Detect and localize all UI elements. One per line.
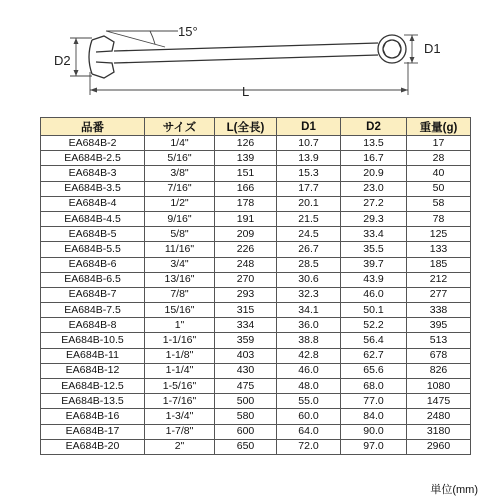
column-header-size: サイズ <box>145 118 215 136</box>
cell-d1: 72.0 <box>277 439 341 454</box>
cell-d2: 23.0 <box>341 181 407 196</box>
table-row <box>41 211 471 226</box>
column-header-d1: D1 <box>277 118 341 136</box>
cell-weight: 50 <box>407 181 471 196</box>
cell-length: 151 <box>215 166 277 181</box>
cell-size: 1-1/16" <box>145 333 215 348</box>
cell-size: 15/16" <box>145 303 215 318</box>
cell-part-number: EA684B-3 <box>41 166 145 181</box>
cell-part-number: EA684B-6.5 <box>41 272 145 287</box>
table-body <box>41 136 471 455</box>
cell-part-number: EA684B-17 <box>41 424 145 439</box>
cell-d1: 15.3 <box>277 166 341 181</box>
cell-part-number: EA684B-6 <box>41 257 145 272</box>
cell-d2: 43.9 <box>341 272 407 287</box>
cell-d2: 56.4 <box>341 333 407 348</box>
cell-d2: 65.6 <box>341 363 407 378</box>
cell-weight: 78 <box>407 211 471 226</box>
cell-d1: 48.0 <box>277 379 341 394</box>
cell-weight: 513 <box>407 333 471 348</box>
cell-weight: 125 <box>407 227 471 242</box>
cell-length: 209 <box>215 227 277 242</box>
cell-d1: 38.8 <box>277 333 341 348</box>
cell-size: 3/8" <box>145 166 215 181</box>
cell-size: 1/2" <box>145 196 215 211</box>
cell-d1: 28.5 <box>277 257 341 272</box>
cell-part-number: EA684B-16 <box>41 409 145 424</box>
cell-size: 1-1/8" <box>145 348 215 363</box>
cell-weight: 40 <box>407 166 471 181</box>
cell-size: 3/4" <box>145 257 215 272</box>
cell-d1: 26.7 <box>277 242 341 257</box>
cell-weight: 826 <box>407 363 471 378</box>
cell-weight: 338 <box>407 303 471 318</box>
table-row <box>41 318 471 333</box>
cell-weight: 395 <box>407 318 471 333</box>
cell-d2: 97.0 <box>341 439 407 454</box>
cell-length: 403 <box>215 348 277 363</box>
table-row <box>41 303 471 318</box>
table-row <box>41 272 471 287</box>
table-row <box>41 363 471 378</box>
cell-d2: 50.1 <box>341 303 407 318</box>
cell-d1: 32.3 <box>277 287 341 302</box>
cell-d2: 39.7 <box>341 257 407 272</box>
d1-label: D1 <box>424 41 441 56</box>
cell-part-number: EA684B-20 <box>41 439 145 454</box>
cell-part-number: EA684B-2.5 <box>41 151 145 166</box>
cell-size: 1-7/16" <box>145 394 215 409</box>
cell-part-number: EA684B-7 <box>41 287 145 302</box>
table-row <box>41 242 471 257</box>
cell-part-number: EA684B-4.5 <box>41 211 145 226</box>
cell-d1: 20.1 <box>277 196 341 211</box>
cell-part-number: EA684B-3.5 <box>41 181 145 196</box>
cell-d2: 13.5 <box>341 136 407 151</box>
cell-d2: 62.7 <box>341 348 407 363</box>
cell-length: 270 <box>215 272 277 287</box>
cell-weight: 133 <box>407 242 471 257</box>
wrench-outline <box>89 35 406 78</box>
cell-length: 600 <box>215 424 277 439</box>
cell-d1: 60.0 <box>277 409 341 424</box>
cell-part-number: EA684B-12 <box>41 363 145 378</box>
cell-d2: 35.5 <box>341 242 407 257</box>
cell-weight: 2480 <box>407 409 471 424</box>
cell-d1: 42.8 <box>277 348 341 363</box>
cell-part-number: EA684B-5.5 <box>41 242 145 257</box>
cell-size: 11/16" <box>145 242 215 257</box>
cell-d1: 46.0 <box>277 363 341 378</box>
cell-weight: 58 <box>407 196 471 211</box>
column-header-d2: D2 <box>341 118 407 136</box>
table-row <box>41 379 471 394</box>
cell-size: 1-3/4" <box>145 409 215 424</box>
cell-part-number: EA684B-7.5 <box>41 303 145 318</box>
cell-length: 226 <box>215 242 277 257</box>
cell-weight: 212 <box>407 272 471 287</box>
d2-label: D2 <box>54 53 71 68</box>
cell-size: 5/16" <box>145 151 215 166</box>
cell-d2: 77.0 <box>341 394 407 409</box>
cell-d2: 46.0 <box>341 287 407 302</box>
table-row <box>41 257 471 272</box>
cell-part-number: EA684B-8 <box>41 318 145 333</box>
cell-d2: 33.4 <box>341 227 407 242</box>
table-row <box>41 409 471 424</box>
cell-d2: 16.7 <box>341 151 407 166</box>
cell-part-number: EA684B-13.5 <box>41 394 145 409</box>
wrench-diagram <box>0 0 500 110</box>
cell-weight: 1475 <box>407 394 471 409</box>
spec-table <box>40 117 471 455</box>
cell-length: 315 <box>215 303 277 318</box>
table-row <box>41 439 471 454</box>
cell-length: 248 <box>215 257 277 272</box>
cell-length: 500 <box>215 394 277 409</box>
cell-weight: 185 <box>407 257 471 272</box>
angle-label: 15° <box>178 24 198 39</box>
table-row <box>41 166 471 181</box>
cell-size: 2" <box>145 439 215 454</box>
cell-length: 139 <box>215 151 277 166</box>
cell-d1: 21.5 <box>277 211 341 226</box>
table-row <box>41 151 471 166</box>
cell-size: 1-7/8" <box>145 424 215 439</box>
cell-d2: 27.2 <box>341 196 407 211</box>
cell-size: 1" <box>145 318 215 333</box>
cell-length: 475 <box>215 379 277 394</box>
cell-d1: 24.5 <box>277 227 341 242</box>
cell-part-number: EA684B-12.5 <box>41 379 145 394</box>
cell-part-number: EA684B-10.5 <box>41 333 145 348</box>
cell-size: 1-5/16" <box>145 379 215 394</box>
cell-d2: 29.3 <box>341 211 407 226</box>
cell-weight: 277 <box>407 287 471 302</box>
cell-d1: 36.0 <box>277 318 341 333</box>
cell-size: 13/16" <box>145 272 215 287</box>
cell-weight: 28 <box>407 151 471 166</box>
cell-d1: 10.7 <box>277 136 341 151</box>
cell-weight: 2960 <box>407 439 471 454</box>
cell-d2: 20.9 <box>341 166 407 181</box>
cell-length: 359 <box>215 333 277 348</box>
table-row <box>41 394 471 409</box>
cell-d2: 52.2 <box>341 318 407 333</box>
table-row <box>41 287 471 302</box>
cell-length: 166 <box>215 181 277 196</box>
cell-size: 5/8" <box>145 227 215 242</box>
cell-d1: 17.7 <box>277 181 341 196</box>
cell-length: 293 <box>215 287 277 302</box>
cell-d2: 68.0 <box>341 379 407 394</box>
cell-size: 7/8" <box>145 287 215 302</box>
cell-part-number: EA684B-4 <box>41 196 145 211</box>
cell-part-number: EA684B-11 <box>41 348 145 363</box>
cell-length: 430 <box>215 363 277 378</box>
cell-weight: 3180 <box>407 424 471 439</box>
cell-d1: 30.6 <box>277 272 341 287</box>
cell-length: 334 <box>215 318 277 333</box>
cell-length: 126 <box>215 136 277 151</box>
table-row <box>41 333 471 348</box>
cell-d1: 13.9 <box>277 151 341 166</box>
column-header-weight: 重量(g) <box>407 118 471 136</box>
cell-weight: 678 <box>407 348 471 363</box>
column-header-part-number: 品番 <box>41 118 145 136</box>
length-label: L <box>242 84 250 99</box>
cell-d2: 84.0 <box>341 409 407 424</box>
table-row <box>41 227 471 242</box>
cell-length: 178 <box>215 196 277 211</box>
cell-size: 9/16" <box>145 211 215 226</box>
cell-d1: 64.0 <box>277 424 341 439</box>
cell-length: 650 <box>215 439 277 454</box>
table-header-row <box>41 118 471 136</box>
cell-part-number: EA684B-5 <box>41 227 145 242</box>
cell-d1: 55.0 <box>277 394 341 409</box>
cell-length: 191 <box>215 211 277 226</box>
cell-size: 1/4" <box>145 136 215 151</box>
table-row <box>41 348 471 363</box>
table-row <box>41 424 471 439</box>
cell-d1: 34.1 <box>277 303 341 318</box>
cell-size: 7/16" <box>145 181 215 196</box>
cell-d2: 90.0 <box>341 424 407 439</box>
cell-length: 580 <box>215 409 277 424</box>
cell-part-number: EA684B-2 <box>41 136 145 151</box>
column-header-length: L(全長) <box>215 118 277 136</box>
cell-weight: 17 <box>407 136 471 151</box>
table-row <box>41 136 471 151</box>
cell-weight: 1080 <box>407 379 471 394</box>
unit-note: 単位(mm) <box>430 484 478 496</box>
table-row <box>41 196 471 211</box>
table-row <box>41 181 471 196</box>
cell-size: 1-1/4" <box>145 363 215 378</box>
